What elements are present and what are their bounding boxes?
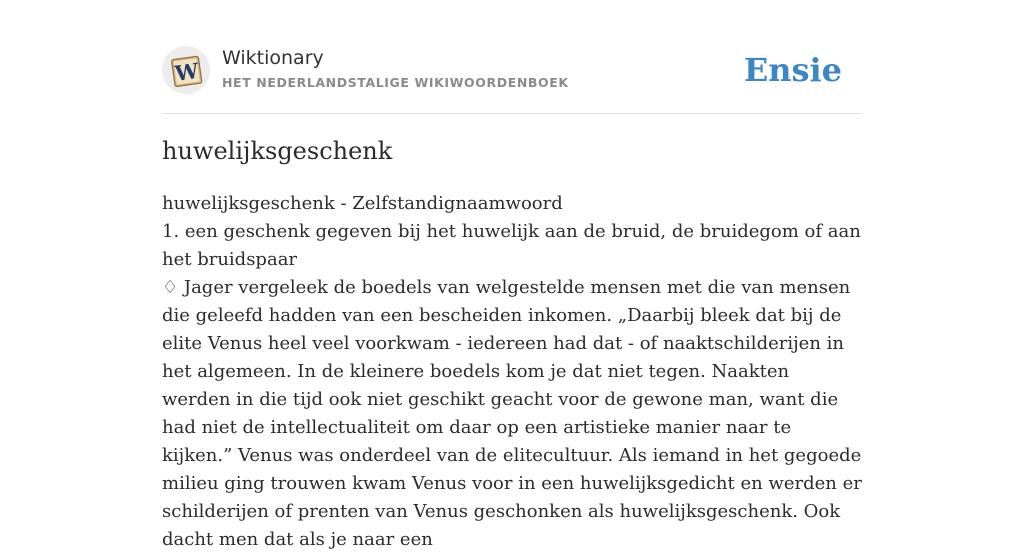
ensie-brand-link[interactable]: Ensie: [743, 51, 842, 89]
wiktionary-logo-icon[interactable]: [162, 46, 210, 94]
example-quote: ♢ Jager vergeleek de boedels van welgestelde mensen met die van mensen die geleefd hadden van een bescheiden inkomen. „Daarbij bleek dat bij de elite Venus heel veel voorkwam - iedereen had dat - of naaktschilderijen in het algemeen. In de kleinere boedels kom je dat niet tegen. Naakten werden in die tijd ook niet geschikt geacht voor de gewone man, want die had niet de intellectualiteit om daar op een artistieke manier naar te kijken.” Venus was onderdeel van de elitecultuur. Als iemand in het gegoede milieu ging trouwen kwam Venus voor in een huwelijksgedicht en werden er schilderijen of prenten van Venus geschonken als huwelijksgeschenk. Ook dacht men dat als je naar een: [162, 277, 862, 550]
definition: 1. een geschenk gegeven bij het huwelijk aan de bruid, de bruidegom of aan het bruidspaar: [162, 221, 861, 270]
site-subtitle: HET NEDERLANDSTALIGE WIKIWOORDENBOEK: [222, 75, 569, 90]
site-name[interactable]: Wiktionary: [222, 47, 324, 69]
header-divider: [162, 113, 862, 114]
site-header: [162, 44, 862, 113]
word-class-line: huwelijksgeschenk - Zelfstandignaamwoord: [162, 193, 563, 214]
page-title: huwelijksgeschenk: [162, 137, 393, 165]
logo-letter: W: [173, 57, 201, 86]
entry-content: [162, 190, 862, 554]
